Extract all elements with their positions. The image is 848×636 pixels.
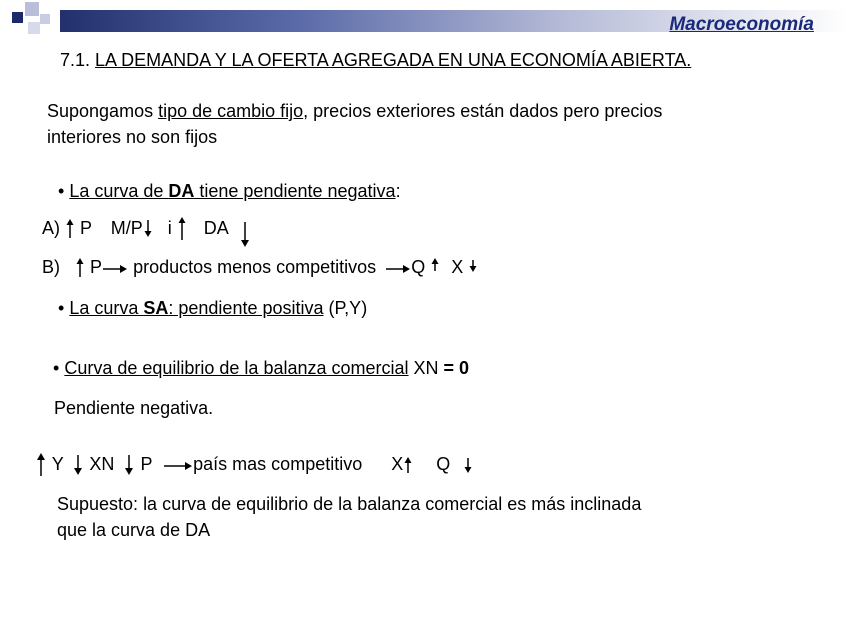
da-text: La curva de [69,181,169,201]
intro-line-1 [47,98,662,124]
bullet-icon: • [53,358,60,378]
sa-text-2: : pendiente positiva [168,298,324,318]
arrow-right-icon [385,262,411,274]
arrow-right-icon [102,262,128,274]
da-tail: : [395,181,401,201]
logo-square-light-3 [28,22,40,34]
line-b-q: Q [411,257,426,277]
arrow-down-icon [463,455,473,475]
arrow-down-icon [72,453,84,477]
header-banner [0,0,848,40]
da-bold: DA [168,181,195,201]
intro-text: Supongamos [47,101,159,121]
sa-text: La curva [69,298,144,318]
bullet-icon: • [58,181,65,201]
logo-square-dark [12,12,23,23]
arrow-up-icon [65,218,75,240]
arrow-down-icon [143,218,153,240]
slope-text: Pendiente negativa. [54,398,214,418]
line-c-p: P [140,453,153,474]
page-title [60,50,691,71]
line-a-mp: M/P [110,217,143,238]
line-b-text: productos menos competitivos [133,257,377,277]
title-text: LA DEMANDA Y LA OFERTA AGREGADA EN UNA ECONOMÍA ABIERTA. [95,50,692,70]
arrow-up-icon [403,455,413,475]
line-b [42,257,478,279]
sa-bullet [58,298,367,319]
xn-text: Curva de equilibrio de la balanza comercial [64,358,409,378]
brand-title: Macroeconomía [669,14,814,35]
arrow-down-icon [239,220,251,250]
da-bullet [58,181,401,202]
intro-line-2: interiores no son fijos [47,127,218,147]
line-a [42,216,251,250]
arrow-up-icon [177,216,187,242]
xn-bullet [53,358,469,379]
sa-bold: SA [143,298,169,318]
line-c-xn: XN [89,453,115,474]
bullet-icon: • [58,298,65,318]
line-c-text: país mas competitivo [193,453,363,474]
arrow-right-icon [163,459,193,471]
line-b-label: B) [42,257,60,277]
line-a-p: P [80,217,92,238]
line-c-q: Q [436,453,451,474]
title-number: 7.1. [60,50,91,70]
line-b-x: X [451,257,464,277]
da-text-2: tiene pendiente negativa [194,181,396,201]
line-c-x: X [391,453,404,474]
arrow-down-icon [468,257,478,275]
arrow-up-icon [430,257,440,277]
assumption-line-2: que la curva de DA [57,520,211,540]
arrow-down-icon [123,453,135,477]
line-a-label: A) [42,217,60,238]
logo-square-light [25,2,39,16]
intro-paragraph [47,98,662,150]
line-b-p: P [90,257,103,277]
line-a-i: i [167,217,172,238]
line-c-y: Y [51,453,64,474]
xn-label: XN [408,358,444,378]
line-a-da: DA [203,217,228,238]
logo-square-light-2 [40,14,50,24]
arrow-up-icon [75,257,85,279]
line-c [35,452,473,478]
intro-text-2: , precios exteriores están dados pero precios [303,101,663,121]
assumption-paragraph [57,491,641,543]
intro-underlined: tipo de cambio fijo [158,101,304,121]
xn-equals: = 0 [443,358,470,378]
assumption-line-1: Supuesto: la curva de equilibrio de la balanza comercial es más inclinada [57,494,642,514]
sa-tail: (P,Y) [323,298,368,318]
arrow-up-icon [35,452,47,478]
